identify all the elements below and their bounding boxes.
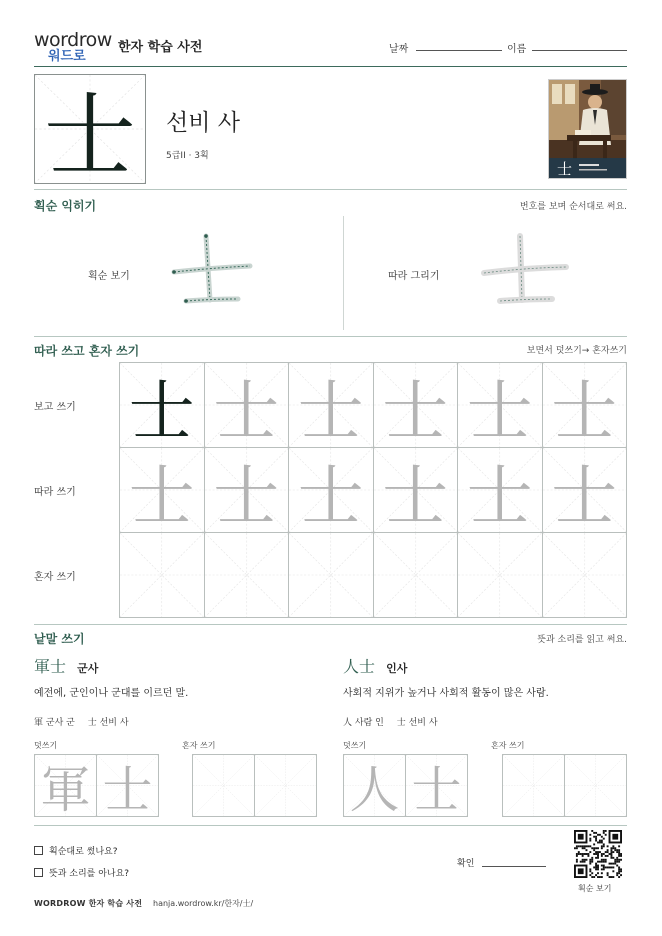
practice-cell[interactable] [373,447,459,533]
date-field[interactable] [416,50,502,51]
practice-cell[interactable] [288,447,374,533]
checkbox[interactable] [34,868,43,877]
words-section-hint: 뜻과 소리를 읽고 써요. [537,635,627,645]
footer-url[interactable]: hanja.wordrow.kr/한자/士/ [153,899,254,908]
practice-cell[interactable] [119,532,205,618]
practice-character: 士 [297,457,364,533]
word-solo-cell[interactable] [254,754,317,817]
word-trace-character: 人 [349,760,400,817]
word-definition: 예전에, 군인이나 군대를 이르던 말. [34,688,189,699]
scholar-illustration [548,79,627,179]
confirm-label: 확인 [457,859,475,869]
word-hanja: 人士 [343,657,376,676]
practice-character: 士 [382,372,449,448]
practice-section-hint: 보면서 덧쓰기→ 혼자쓰기 [526,346,627,356]
practice-character: 士 [466,372,533,448]
stroke-section-vdivider [343,216,344,330]
word-solo-label: 혼자 쓰기 [182,741,216,750]
practice-cell[interactable] [457,447,543,533]
practice-character: 士 [213,372,280,448]
practice-cell[interactable] [457,532,543,618]
word-trace-cell[interactable] [34,754,97,817]
logo-wordrow: wordrow [34,29,112,51]
words-section-title: 낱말 쓰기 [34,632,85,646]
logo-korean: 워드로 [48,49,86,64]
word-trace-label: 덧쓰기 [34,741,58,750]
practice-cell[interactable] [373,532,459,618]
word-trace-cell[interactable] [343,754,406,817]
hero-divider [34,189,627,190]
word-reading: 군사 [77,662,99,675]
stroke-divider [34,336,627,337]
practice-row-label: 따라 쓰기 [34,487,76,498]
practice-character: 士 [551,457,618,533]
practice-cell[interactable] [119,362,205,448]
footer-brand: WORDROW 한자 학습 사전 [34,899,143,908]
stroke-view-label: 획순 보기 [88,271,130,282]
hero-grade-strokes: 5급II · 3획 [166,151,209,161]
practice-row-label: 보고 쓰기 [34,402,76,413]
word-heading [34,654,98,677]
checkbox[interactable] [34,846,43,855]
qr-code[interactable] [574,830,622,878]
word-heading [343,654,407,677]
practice-character: 士 [382,457,449,533]
practice-character: 士 [128,372,195,448]
practice-character: 士 [213,457,280,533]
stroke-order-diagram [166,228,256,308]
word-breakdown: 人 사람 인 士 선비 사 [343,718,438,728]
practice-row-label: 혼자 쓰기 [34,572,76,583]
practice-character [543,533,627,617]
svg-text:士: 士 [557,160,573,178]
practice-character: 士 [551,372,618,448]
stroke-trace-label: 따라 그리기 [388,271,440,282]
practice-cell[interactable] [542,532,628,618]
name-label: 이름 [507,44,527,55]
name-field[interactable] [532,50,627,51]
checklist-item[interactable]: 뜻과 소리를 아나요? [34,866,129,879]
practice-character [458,533,542,617]
practice-divider [34,624,627,625]
practice-cell[interactable] [204,447,290,533]
logo [34,30,114,66]
header-divider [34,66,627,67]
word-solo-cell[interactable] [192,754,255,817]
practice-cell[interactable] [542,362,628,448]
practice-character [374,533,458,617]
practice-character [205,533,289,617]
practice-cell[interactable] [457,362,543,448]
word-solo-label: 혼자 쓰기 [491,741,525,750]
word-solo-cell[interactable] [564,754,627,817]
word-trace-character: 士 [411,760,462,817]
practice-character: 士 [297,372,364,448]
words-divider [34,825,627,826]
practice-character [289,533,373,617]
word-trace-character: 士 [102,760,153,817]
practice-cell[interactable] [373,362,459,448]
checklist-item[interactable]: 획순대로 썼나요? [34,844,118,857]
word-solo-cell[interactable] [502,754,565,817]
practice-cell[interactable] [542,447,628,533]
qr-caption: 획순 보기 [578,884,612,893]
date-label: 날짜 [389,44,409,55]
confirm-field[interactable] [482,866,546,867]
practice-character: 士 [128,457,195,533]
word-definition: 사회적 지위가 높거나 사회적 활동이 많은 사람. [343,688,549,699]
practice-character: 士 [466,457,533,533]
word-trace-character: 軍 [40,760,91,817]
word-breakdown: 軍 군사 군 士 선비 사 [34,718,129,728]
word-trace-cell[interactable] [405,754,468,817]
practice-character [120,533,204,617]
stroke-trace-diagram[interactable] [478,228,572,308]
practice-cell[interactable] [119,447,205,533]
practice-cell[interactable] [288,362,374,448]
stroke-section-hint: 번호를 보며 순서대로 써요. [519,202,627,212]
hero-meaning-sound: 선비 사 [166,110,240,136]
word-hanja: 軍士 [34,657,67,676]
header-title: 한자 학습 사전 [118,40,203,55]
stroke-section-title: 획순 익히기 [34,199,97,213]
hero-character-box [34,74,146,184]
practice-cell[interactable] [288,532,374,618]
word-trace-cell[interactable] [96,754,159,817]
word-trace-label: 덧쓰기 [343,741,367,750]
word-reading: 인사 [386,662,408,675]
practice-cell[interactable] [204,532,290,618]
hero-character: 士 [43,83,136,184]
practice-section-title: 따라 쓰고 혼자 쓰기 [34,344,140,358]
practice-cell[interactable] [204,362,290,448]
